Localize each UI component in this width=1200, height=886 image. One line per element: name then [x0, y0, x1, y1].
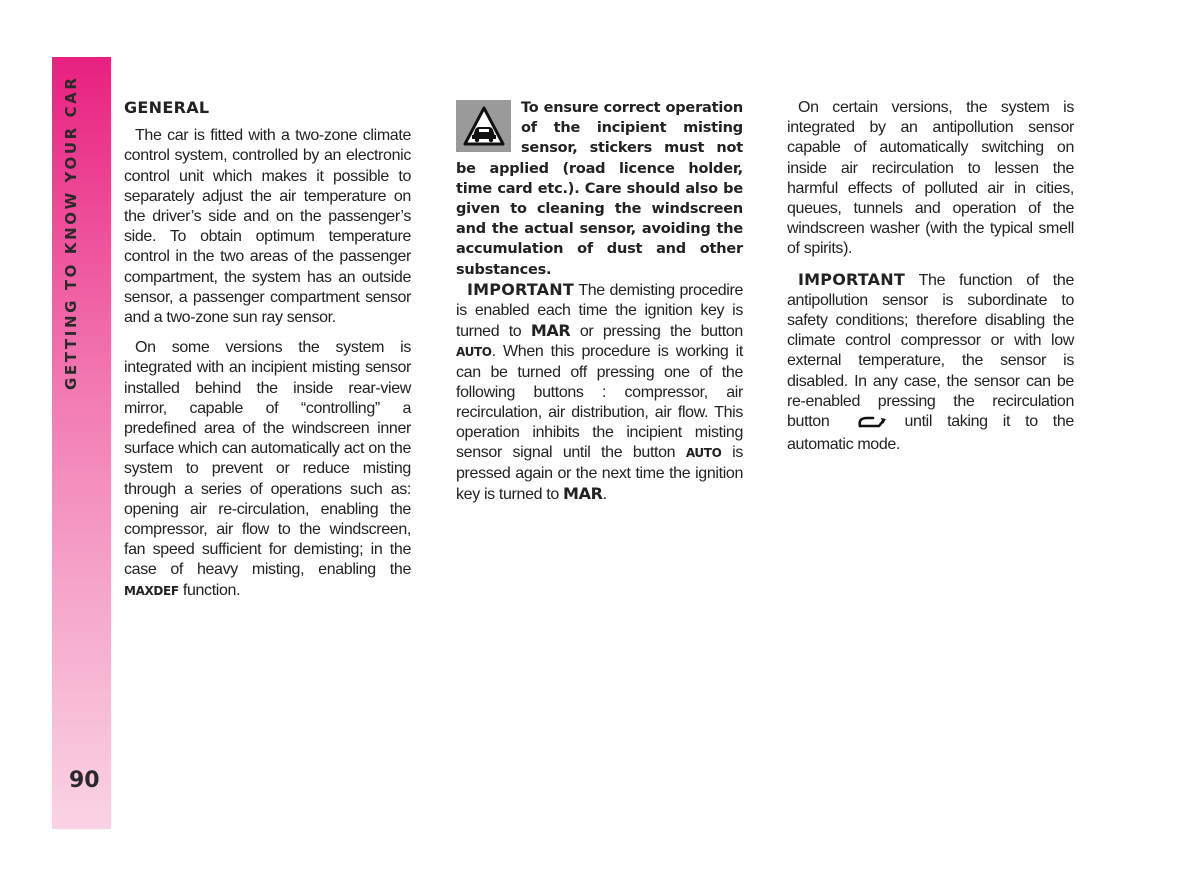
page-number: 90	[69, 768, 100, 793]
warning-car-triangle-icon	[456, 100, 511, 152]
recirculation-icon	[846, 415, 887, 435]
auto-code: AUTO	[456, 345, 492, 360]
auto-code-2: AUTO	[685, 446, 722, 461]
warning-block	[456, 98, 743, 280]
paragraph-antipollution-text: On certain versions, the system is integrated by an antipollution sensor capable of automatically switching on inside air recirculation to lessen the harmful effects of polluted air in cities, queues, tunnels and operation of the windscreen washer (with the typical smell of spirits).	[787, 99, 1074, 258]
column-general	[124, 98, 411, 611]
paragraph-important-antipollution	[787, 270, 1074, 456]
paragraph-misting-sensor	[124, 338, 411, 601]
paragraph-intro	[124, 126, 411, 328]
maxdef-code: MAXDEF	[124, 583, 179, 598]
paragraph-misting-text: On some versions the system is integrated with an incipient misting sensor installed behind the inside rear-view mirror, capable of “controlling” a predefined area of the windscreen inner surface which can automatically act on the system to prevent or reduce misting through a series of operations such as: opening air re-circulation, enabling the compressor, air flow to the windscreen, fan speed sufficient for demisting; in the case of heavy misting, enabling the	[124, 339, 411, 579]
important-text-c: . When this procedure is working it can be turned off pressing one of the following buttons : compressor, air recirculation, air distribution, air flow. This operation inhibits the incipient misting sensor signal until the button	[456, 343, 743, 462]
important-text-e: .	[602, 485, 607, 503]
section-title: GETTING TO KNOW YOUR CAR	[62, 75, 80, 390]
paragraph-intro-text: The car is fitted with a two-zone climate control system, controlled by an electronic control unit which makes it possible to separately adjust the air temperature on the driver’s side and on the passenger’s side. To obtain optimum temperature control in the two areas of the passenger compartment, the system has an outside sensor, a passenger compartment sensor and a two-zone sun ray sensor.	[124, 127, 411, 327]
important-antipollution-end: until taking it to the automatic mode.	[787, 413, 1074, 454]
sidebar-band	[52, 57, 111, 829]
column-antipollution	[787, 98, 1074, 465]
important-label-2: IMPORTANT	[798, 269, 905, 289]
column-warning	[456, 98, 743, 515]
paragraph-misting-end: function.	[182, 581, 241, 599]
important-label: IMPORTANT	[467, 279, 574, 299]
heading-general: GENERAL	[124, 98, 210, 117]
paragraph-important-demisting	[456, 280, 743, 505]
mar-code-2: MAR	[563, 483, 603, 503]
warning-text: To ensure correct operation of the incipient misting sensor, stickers must not be applied (road licence holder, time card etc.). Care should also be given to cleaning the windscreen and the actual sensor, avoiding the accumulation of dust and other substances.	[456, 100, 743, 278]
important-antipollution-text: The function of the antipollution sensor is subordinate to safety conditions; therefore disabling the climate control compressor or with low external temperature, the sensor is disabled. In any case, the sensor can be re-enabled pressing the recirculation button	[787, 271, 1074, 431]
paragraph-antipollution	[787, 98, 1074, 260]
mar-code: MAR	[530, 321, 571, 341]
important-text-b: or pressing the button	[579, 323, 743, 341]
important-text-a: The demisting procedire is enabled each time the ignition key is turned to	[456, 281, 744, 341]
important-text-d: is pressed again or the next time the ignition key is turned to	[456, 444, 743, 503]
